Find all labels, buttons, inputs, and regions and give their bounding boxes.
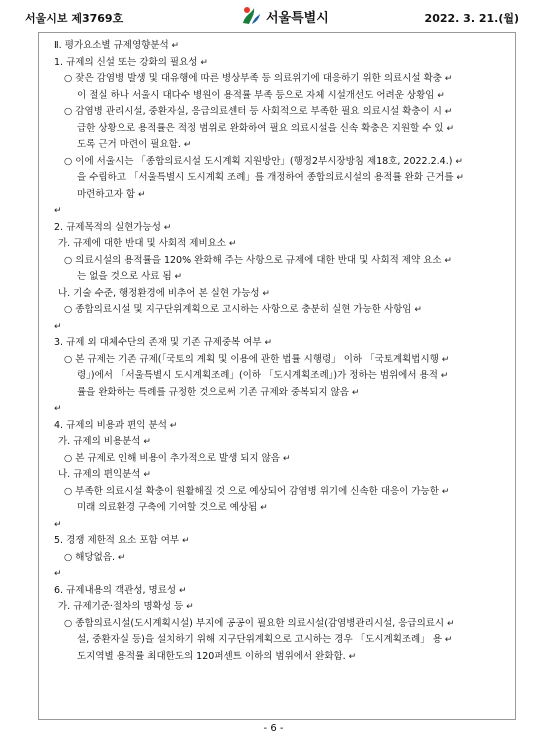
paragraph-mark-icon: ↵: [54, 404, 62, 414]
paragraph-mark-icon: ↵: [443, 123, 455, 134]
seoul-logo-icon: [240, 5, 262, 27]
text-line: [48, 269, 508, 286]
text-line: [48, 335, 508, 352]
paragraph-mark-icon: ↵: [261, 338, 272, 348]
paragraph-mark-icon: ↵: [180, 140, 192, 150]
text-line: [48, 418, 508, 435]
paragraph-mark-icon: ↵: [183, 602, 194, 612]
line-text: ○ 이에 서울시는 「종합의료시설 도시계획 지원방안」(행정2부시장방침 제18호, 2022.2.4.): [64, 155, 453, 167]
paragraph-mark-icon: ↵: [434, 90, 445, 101]
org-name: 서울특별시: [266, 10, 329, 26]
line-text: Ⅱ. 평가요소별 규제영향분석: [54, 40, 169, 51]
paragraph-mark-icon: ↵: [140, 470, 151, 480]
paragraph-mark-icon: ↵: [54, 519, 62, 530]
line-text: ○ 종합의료시설(도시계획시설) 부지에 공공이 필요한 의료시설(감염병관리시설, 응급의료시: [64, 617, 445, 629]
line-text: 3. 규제 외 대체수단의 존재 및 기존 규제중복 여부: [54, 337, 262, 348]
text-line: [48, 104, 508, 121]
line-text: 을 수립하고 「서울특별시 도시계획 조례」를 개정하여 종합의료시설의 용적률 완화 근거를: [77, 172, 454, 183]
text-line: [48, 401, 508, 418]
text-line: [48, 484, 508, 501]
text-line: [48, 203, 508, 220]
text-line: [48, 599, 508, 616]
line-text: 는 없을 것으로 사료 됨: [77, 271, 172, 282]
text-line: [48, 286, 508, 303]
paragraph-mark-icon: ↵: [441, 255, 452, 266]
text-line: [48, 467, 508, 484]
paragraph-mark-icon: ↵: [140, 437, 151, 447]
text-line: [48, 38, 508, 55]
text-line: [48, 368, 508, 385]
line-text: 2. 규제목적의 실현가능성: [54, 221, 161, 233]
text-line: [48, 55, 508, 72]
paragraph-mark-icon: ↵: [176, 585, 187, 596]
paragraph-mark-icon: ↵: [444, 618, 455, 629]
text-line: [48, 517, 508, 534]
line-text: ○ 의료시설의 용적률을 120% 완화해 주는 사항으로 규제에 대한 반대 및 사회적 제약 요소: [64, 254, 442, 266]
line-text: 마련하고자 함: [77, 188, 136, 200]
text-line: [48, 220, 508, 237]
line-text: 도지역별 용적률 최대한도의 120퍼센트 이하의 범위에서 완화함.: [77, 650, 346, 662]
paragraph-mark-icon: ↵: [441, 107, 453, 117]
text-line: [48, 71, 508, 88]
line-text: 가. 규제기준·절차의 명확성 등: [58, 601, 184, 612]
line-text: 급한 상황으로 용적률은 적정 범위로 완화하여 필요 의료시설을 신속 확충은 지원할 수 있: [77, 122, 444, 134]
line-text: ○ 본 규제는 기존 규제(「국토의 계획 및 이용에 관한 법률 시행령」 이하 「국토계획법시행: [64, 353, 439, 365]
text-line: [48, 253, 508, 270]
line-text: 이 절실 하나 서울시 대다수 병원이 용적률 부족 등으로 자체 시설개선도 어려운 상황임: [77, 89, 435, 101]
paragraph-mark-icon: ↵: [438, 486, 450, 497]
line-text: 나. 기술 수준, 행정환경에 비추어 본 실현 가능성: [58, 287, 260, 299]
paragraph-mark-icon: ↵: [452, 156, 463, 167]
text-line: [48, 137, 508, 154]
paragraph-mark-icon: ↵: [160, 222, 172, 233]
line-text: 설, 중환자실 등)을 설치하기 위해 지구단위계획으로 고시하는 경우 「도시계획조례」 용: [77, 634, 442, 645]
text-line: [48, 121, 508, 138]
header-org: [240, 5, 329, 27]
paragraph-mark-icon: ↵: [166, 420, 178, 431]
text-line: [48, 566, 508, 583]
text-line: [48, 88, 508, 105]
paragraph-mark-icon: ↵: [197, 57, 208, 68]
paragraph-mark-icon: ↵: [225, 239, 237, 249]
document-body: [48, 38, 508, 665]
issue-date: 2022. 3. 21.(월): [424, 12, 519, 25]
line-text: 1. 규제의 신설 또는 강화의 필요성: [54, 56, 198, 68]
line-text: 나. 규제의 편익분석: [58, 469, 141, 480]
text-line: [48, 533, 508, 550]
text-line: [48, 154, 508, 171]
paragraph-mark-icon: ↵: [168, 41, 180, 51]
line-text: ○ 감염병 관리시설, 중환자실, 응급의료센터 등 사회적으로 부족한 필요 의료시설 확충이 시: [64, 106, 442, 117]
text-line: [48, 632, 508, 649]
text-line: [48, 550, 508, 567]
paragraph-mark-icon: ↵: [437, 371, 449, 381]
line-text: 미래 의료환경 구축에 기여할 것으로 예상됨: [77, 502, 258, 513]
text-line: [48, 319, 508, 336]
text-line: [48, 451, 508, 468]
text-line: [48, 352, 508, 369]
line-text: 도록 근거 마련이 필요함.: [77, 139, 181, 150]
paragraph-mark-icon: ↵: [345, 651, 357, 662]
line-text: ○ 본 규제로 인해 비용이 추가적으로 발생 되지 않음: [64, 452, 280, 464]
line-text: 5. 경쟁 제한적 요소 포함 여부: [54, 535, 180, 546]
paragraph-mark-icon: ↵: [441, 635, 453, 645]
line-text: 6. 규제내용의 객관성, 명료성: [54, 584, 177, 596]
paragraph-mark-icon: ↵: [441, 74, 453, 84]
text-line: [48, 170, 508, 187]
line-text: 령」)에서 「서울특별시 도시계획조례」(이하 「도시계획조례」)가 정하는 범위에서 용적: [77, 370, 438, 381]
line-text: ○ 잦은 감염병 발생 및 대유행에 따른 병상부족 등 의료위기에 대응하기 위한 의료시설 확충: [64, 73, 442, 84]
line-text: 가. 규제에 대한 반대 및 사회적 제비요소: [58, 238, 226, 249]
line-text: 률을 완화하는 특례를 규정한 것으로써 기존 규제와 중복되지 않음: [77, 386, 349, 398]
paragraph-mark-icon: ↵: [115, 552, 126, 563]
paragraph-mark-icon: ↵: [438, 354, 450, 365]
line-text: ○ 해당없음.: [64, 551, 116, 563]
paragraph-mark-icon: ↵: [453, 173, 464, 183]
text-line: [48, 616, 508, 633]
text-line: [48, 434, 508, 451]
text-line: [48, 500, 508, 517]
bulletin-number: 서울시보 제3769호: [25, 12, 124, 25]
text-line: [48, 187, 508, 204]
paragraph-mark-icon: ↵: [280, 453, 291, 464]
paragraph-mark-icon: ↵: [179, 536, 190, 546]
paragraph-mark-icon: ↵: [259, 288, 270, 299]
paragraph-mark-icon: ↵: [54, 569, 62, 579]
line-text: ○ 부족한 의료시설 확충이 원활해질 것 으로 예상되어 감염병 위기에 신속한 대응이 가능한: [64, 485, 439, 497]
line-text: 가. 규제의 비용분석: [58, 436, 141, 447]
line-text: ○ 종합의료시설 및 지구단위계획으로 고시하는 사항으로 충분히 실현 가능한 사항임: [64, 304, 412, 315]
text-line: [48, 302, 508, 319]
page-number: - 6 -: [263, 723, 284, 734]
line-text: 4. 규제의 비용과 편익 분석: [54, 419, 167, 431]
paragraph-mark-icon: ↵: [135, 189, 146, 200]
text-line: [48, 649, 508, 666]
paragraph-mark-icon: ↵: [411, 305, 422, 315]
text-line: [48, 385, 508, 402]
paragraph-mark-icon: ↵: [257, 503, 268, 513]
paragraph-mark-icon: ↵: [54, 206, 62, 216]
paragraph-mark-icon: ↵: [171, 272, 183, 282]
paragraph-mark-icon: ↵: [54, 321, 62, 332]
text-line: [48, 583, 508, 600]
text-line: [48, 236, 508, 253]
paragraph-mark-icon: ↵: [348, 387, 360, 398]
